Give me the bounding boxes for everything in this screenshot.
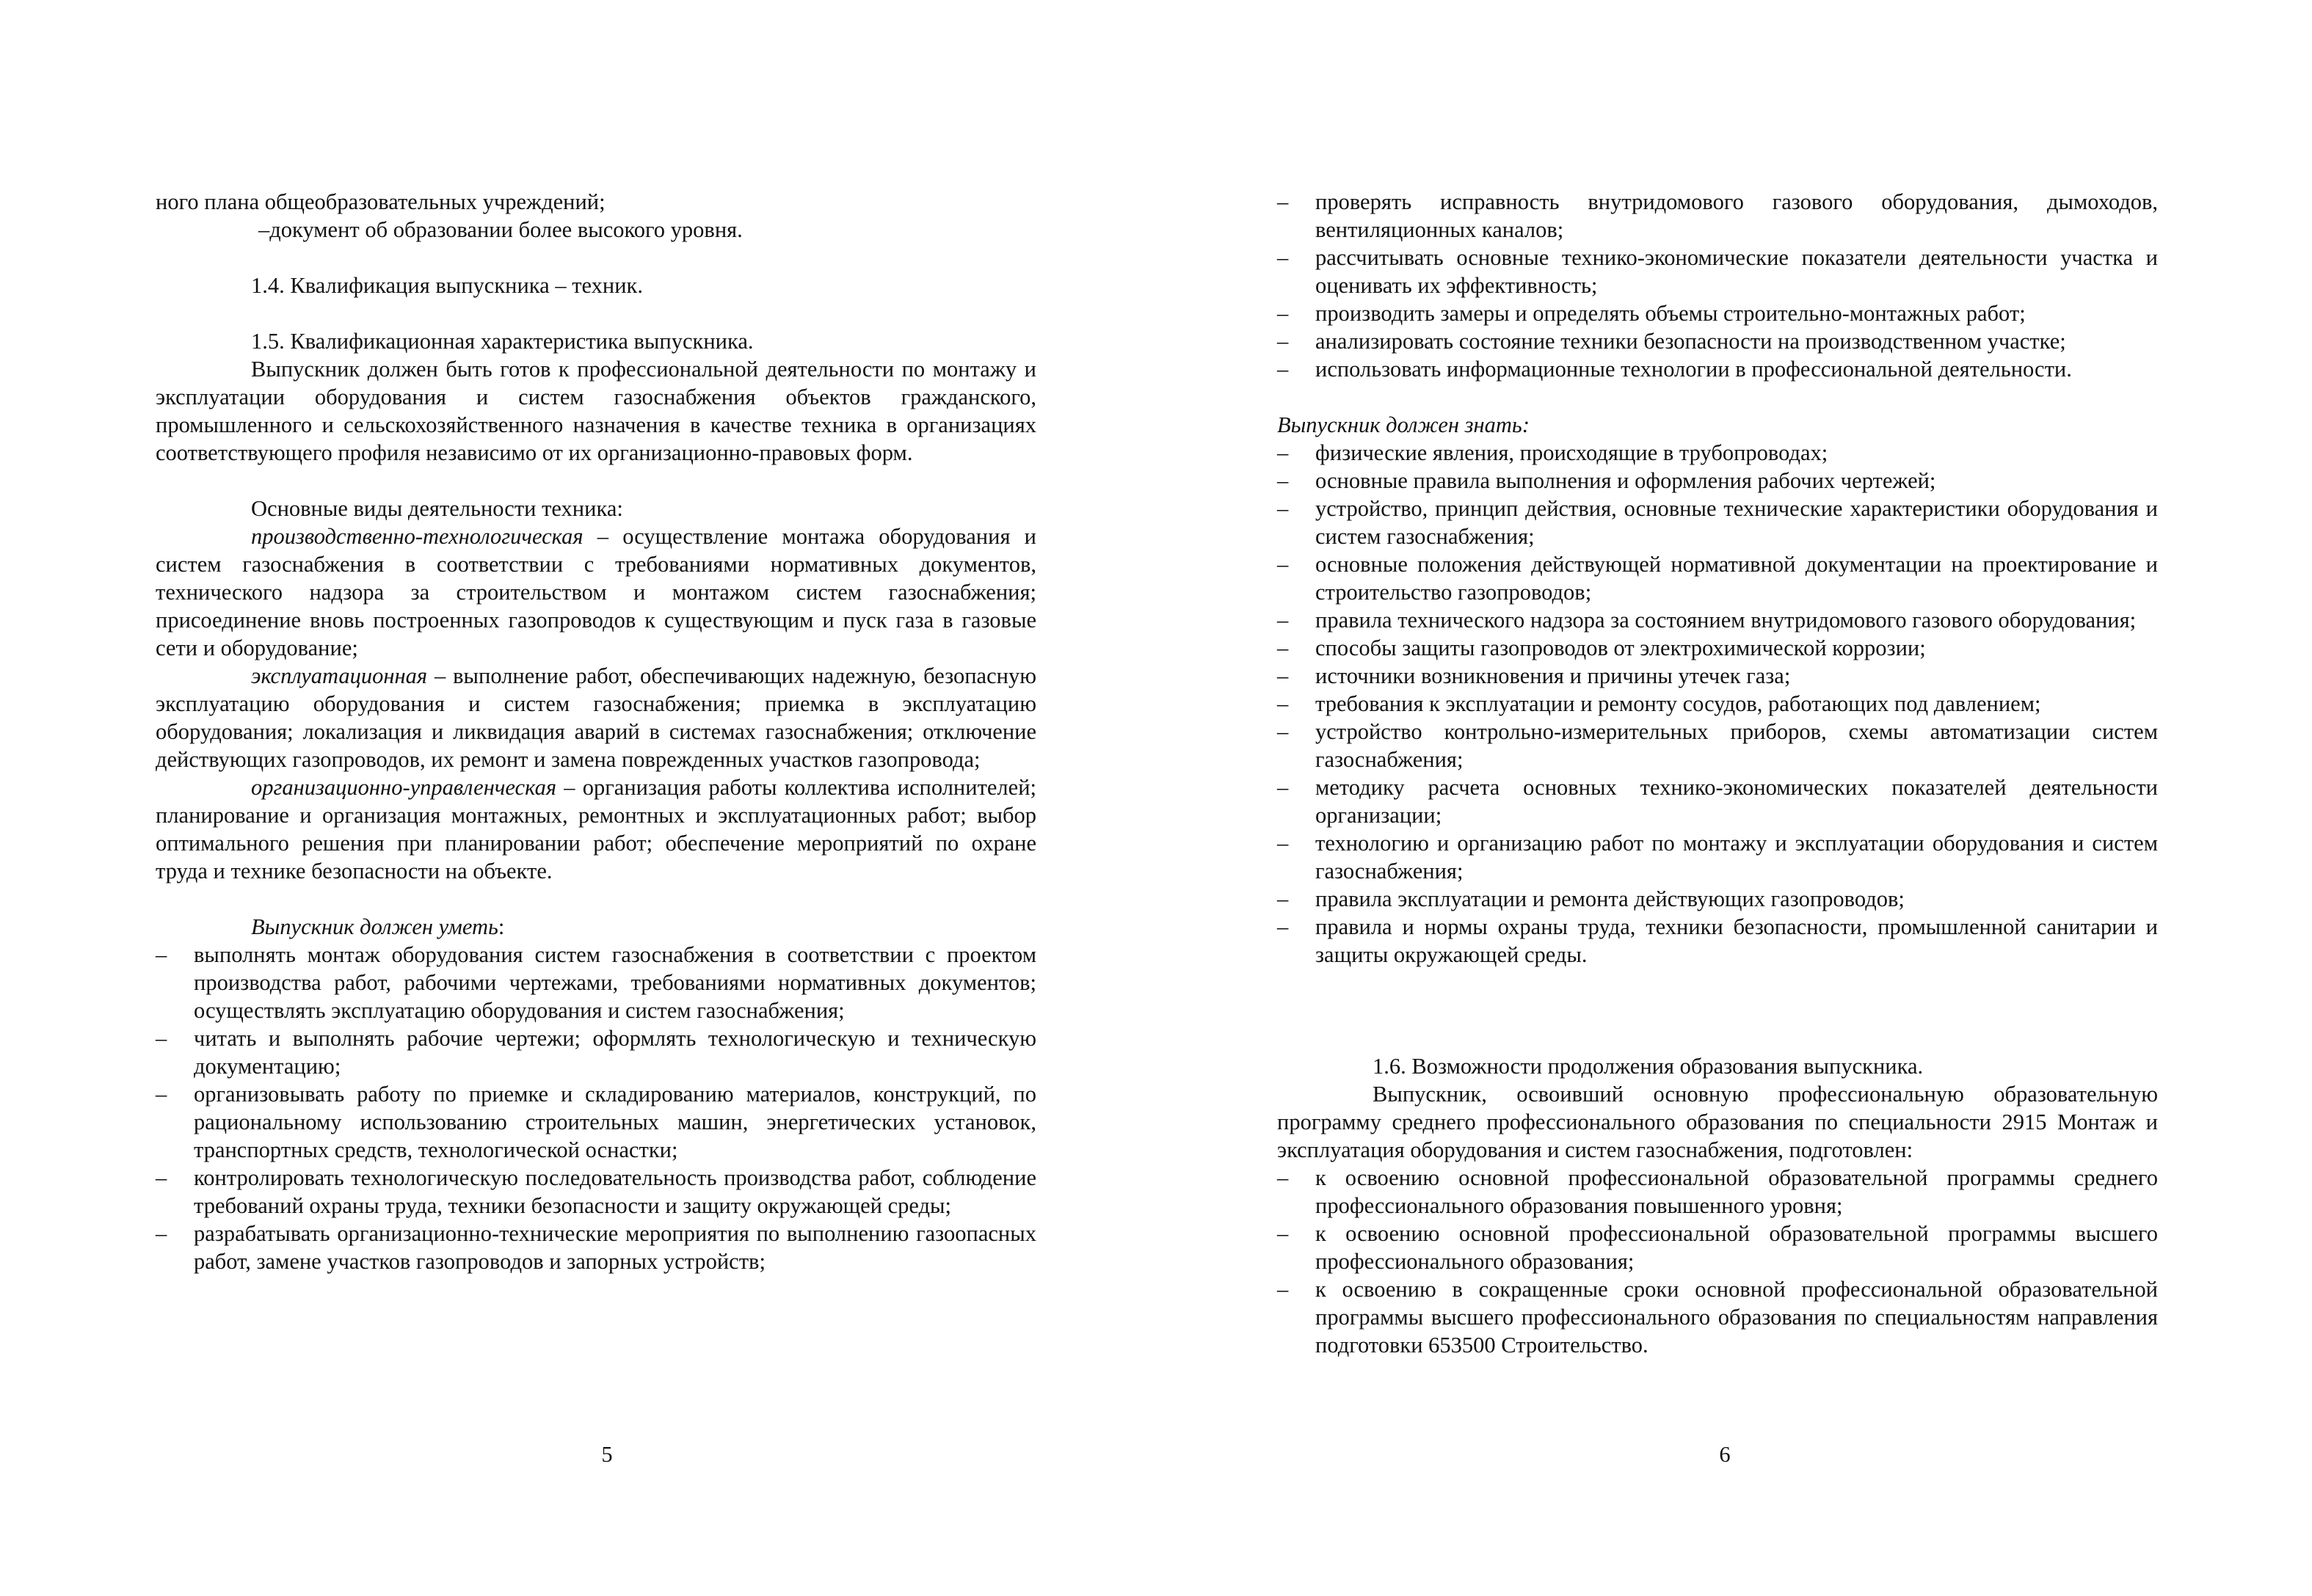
- dash-bullet: –: [1277, 1221, 1289, 1246]
- list-item: [1277, 355, 2158, 383]
- list-item-text: разрабатывать организационно-технические мероприятия по выполнению газоопасных работ, замене участков газопроводов и запорных устройств;: [194, 1221, 1036, 1274]
- list-item-text: контролировать технологическую последовательность производства работ, соблюдение требований охраны труда, техники безопасности и защиту окружающей среды;: [194, 1165, 1036, 1218]
- list-item: [1277, 299, 2158, 327]
- list-item-text: выполнять монтаж оборудования систем газоснабжения в соответствии с проектом производства работ, рабочими чертежами, требованиями нормативных документов; осуществлять эксплуатацию оборудования и систем газоснабжения;: [194, 942, 1036, 1023]
- dash-bullet: –: [1277, 189, 1289, 214]
- dash-bullet: –: [1277, 468, 1289, 493]
- list-item-text: к освоению основной профессиональной образовательной программы среднего профессионального образования повышенного уровня;: [1315, 1165, 2158, 1218]
- list-item: [1277, 718, 2158, 773]
- list-item: [156, 1164, 1036, 1220]
- dash-bullet: –: [156, 1221, 167, 1246]
- list-heading-colon: :: [498, 914, 505, 939]
- list-item: [1277, 550, 2158, 606]
- continuation-list: [1277, 1164, 2158, 1359]
- paragraph: ного плана общеобразовательных учреждений;: [156, 189, 606, 214]
- list-item: [1277, 662, 2158, 690]
- list-item-text: рассчитывать основные технико-экономические показатели деятельности участка и оценивать их эффективность;: [1315, 245, 2158, 298]
- list-item: [1277, 1164, 2158, 1220]
- section-heading: 1.4. Квалификация выпускника – техник.: [251, 273, 644, 298]
- list-item-text: правила и нормы охраны труда, техники безопасности, промышленной санитарии и защиты окружающей среды.: [1315, 914, 2158, 967]
- activity-term: производственно-технологическая: [251, 524, 584, 549]
- paragraph: [156, 662, 1036, 773]
- skills-list-continued: [1277, 188, 2158, 383]
- page-number: 5: [601, 1442, 613, 1467]
- list-heading: Выпускник должен знать:: [1277, 412, 1530, 437]
- dash-bullet: –: [156, 1165, 167, 1190]
- page-right: [1156, 0, 2312, 1596]
- spacer: [1277, 383, 2158, 411]
- list-item-text: правила технического надзора за состоянием внутридомового газового оборудования;: [1315, 608, 2137, 633]
- list-item: [1277, 829, 2158, 885]
- dash-bullet: –: [1277, 775, 1289, 800]
- dash-bullet: –: [1277, 552, 1289, 577]
- list-item: [1277, 439, 2158, 467]
- list-item-text: правила эксплуатации и ремонта действующих газопроводов;: [1315, 886, 1905, 911]
- list-item: [156, 1080, 1036, 1164]
- list-item: [1277, 773, 2158, 829]
- list-item: [1277, 1275, 2158, 1359]
- dash-bullet: –: [1277, 719, 1289, 744]
- activity-term: эксплуатационная: [251, 663, 428, 688]
- dash-bullet: –: [1277, 1277, 1289, 1302]
- dash-bullet: –: [1277, 1165, 1289, 1190]
- list-item: [1277, 885, 2158, 913]
- list-item-text: к освоению в сокращенные сроки основной профессиональной образовательной программы высшего профессионального образования по специальностям направления подготовки 653500 Строительство.: [1315, 1277, 2158, 1358]
- list-item: [1277, 467, 2158, 495]
- list-item-text: источники возникновения и причины утечек газа;: [1315, 663, 1791, 688]
- left-page-text: [156, 188, 1036, 1275]
- list-item-text: устройство контрольно-измерительных приборов, схемы автоматизации систем газоснабжения;: [1315, 719, 2158, 772]
- list-item-text: методику расчета основных технико-экономических показателей деятельности организации;: [1315, 775, 2158, 828]
- list-item-text: организовывать работу по приемке и складированию материалов, конструкций, по рациональному использованию строительных машин, энергетических установок, транспортных средств, технологической оснастки;: [194, 1082, 1036, 1162]
- dash-bullet: –: [1277, 691, 1289, 716]
- list-item-text: анализировать состояние техники безопасности на производственном участке;: [1315, 329, 2066, 354]
- list-item-text: использовать информационные технологии в профессиональной деятельности.: [1315, 357, 2072, 382]
- list-item-text: проверять исправность внутридомового газового оборудования, дымоходов, вентиляционных каналов;: [1315, 189, 2158, 242]
- paragraph: [156, 773, 1036, 885]
- spacer: [156, 467, 1036, 495]
- dash-bullet: –: [156, 1026, 167, 1051]
- dash-bullet: –: [1277, 440, 1289, 465]
- dash-bullet: –: [1277, 329, 1289, 354]
- list-item-text: основные правила выполнения и оформления рабочих чертежей;: [1315, 468, 1936, 493]
- list-item: [1277, 1220, 2158, 1275]
- page-number: 6: [1719, 1442, 1731, 1467]
- activity-text: – выполнение работ, обеспечивающих надежную, безопасную эксплуатацию оборудования и систем газоснабжения; приемка в эксплуатацию оборудования; локализация и ликвидация аварий в системах газоснабжения; отключение действующих газопроводов, их ремонт и замена поврежденных участков газопровода;: [156, 663, 1036, 772]
- list-item-text: устройство, принцип действия, основные технические характеристики оборудования и систем газоснабжения;: [1315, 496, 2158, 549]
- list-item-text: читать и выполнять рабочие чертежи; оформлять технологическую и техническую документацию;: [194, 1026, 1036, 1079]
- knowledge-list: [1277, 439, 2158, 969]
- dash-bullet: –: [1277, 831, 1289, 856]
- spacer: [156, 299, 1036, 327]
- list-item: [1277, 913, 2158, 969]
- list-item-text: физические явления, происходящие в трубопроводах;: [1315, 440, 1828, 465]
- list-item: [1277, 634, 2158, 662]
- dash-bullet: –: [1277, 245, 1289, 270]
- spacer: [156, 885, 1036, 913]
- dash-bullet: –: [1277, 663, 1289, 688]
- list-item: [1277, 606, 2158, 634]
- activity-text: – организация работы коллектива исполнителей; планирование и организация монтажных, ремонтных и эксплуатационных работ; выбор оптимального решения при планировании работ; обеспечение мероприятий по охране труда и технике безопасности на объекте.: [156, 775, 1036, 883]
- dash-bullet: –: [156, 942, 167, 967]
- paragraph: Выпускник должен быть готов к профессиональной деятельности по монтажу и эксплуатации оборудования и систем газоснабжения объектов гражданского, промышленного и сельскохозяйственного назначения в качестве техника в организациях соответствующего профиля независимо от их организационно-правовых форм.: [156, 357, 1036, 465]
- list-item: [1277, 495, 2158, 550]
- list-item: [156, 941, 1036, 1024]
- dash-bullet: –: [1277, 301, 1289, 326]
- list-item: [156, 1220, 1036, 1275]
- list-item: [1277, 327, 2158, 355]
- paragraph: Выпускник, освоивший основную профессиональную образовательную программу среднего профессионального образования по специальности 2915 Монтаж и эксплуатация оборудования и систем газоснабжения, подготовлен:: [1277, 1082, 2158, 1162]
- paragraph: [156, 522, 1036, 662]
- activity-term: организационно-управленческая: [251, 775, 557, 800]
- list-item: [1277, 188, 2158, 244]
- section-heading: 1.6. Возможности продолжения образования выпускника.: [1373, 1054, 1924, 1079]
- list-heading-text: Выпускник должен уметь: [251, 914, 498, 939]
- spacer: [156, 244, 1036, 272]
- dash-bullet: –: [1277, 357, 1289, 382]
- list-item-text: производить замеры и определять объемы строительно-монтажных работ;: [1315, 301, 2026, 326]
- section-heading: 1.5. Квалификационная характеристика выпускника.: [251, 329, 754, 354]
- right-page-text: [1277, 188, 2158, 1359]
- list-item-text: требования к эксплуатации и ремонту сосудов, работающих под давлением;: [1315, 691, 2041, 716]
- paragraph: –документ об образовании более высокого уровня.: [258, 217, 743, 242]
- dash-bullet: –: [1277, 608, 1289, 633]
- skills-list: [156, 941, 1036, 1275]
- spacer: [1277, 969, 2158, 1052]
- dash-bullet: –: [1277, 635, 1289, 660]
- list-item: [1277, 690, 2158, 718]
- dash-bullet: –: [1277, 886, 1289, 911]
- list-item: [1277, 244, 2158, 299]
- list-item-text: технологию и организацию работ по монтажу и эксплуатации оборудования и систем газоснабжения;: [1315, 831, 2158, 883]
- list-item: [156, 1024, 1036, 1080]
- activity-text: – осуществление монтажа оборудования и систем газоснабжения в соответствии с требованиями нормативных документов, технического надзора за строительством и монтажом систем газоснабжения; присоединение вновь построенных газопроводов к существующим и пуск газа в газовые сети и оборудование;: [156, 524, 1036, 660]
- list-item-text: основные положения действующей нормативной документации на проектирование и строительство газопроводов;: [1315, 552, 2158, 605]
- list-item-text: способы защиты газопроводов от электрохимической коррозии;: [1315, 635, 1926, 660]
- dash-bullet: –: [156, 1082, 167, 1107]
- list-item-text: к освоению основной профессиональной образовательной программы высшего профессионального образования;: [1315, 1221, 2158, 1274]
- dash-bullet: –: [1277, 496, 1289, 521]
- paragraph: Основные виды деятельности техника:: [251, 496, 623, 521]
- dash-bullet: –: [1277, 914, 1289, 939]
- list-heading: [156, 913, 1036, 941]
